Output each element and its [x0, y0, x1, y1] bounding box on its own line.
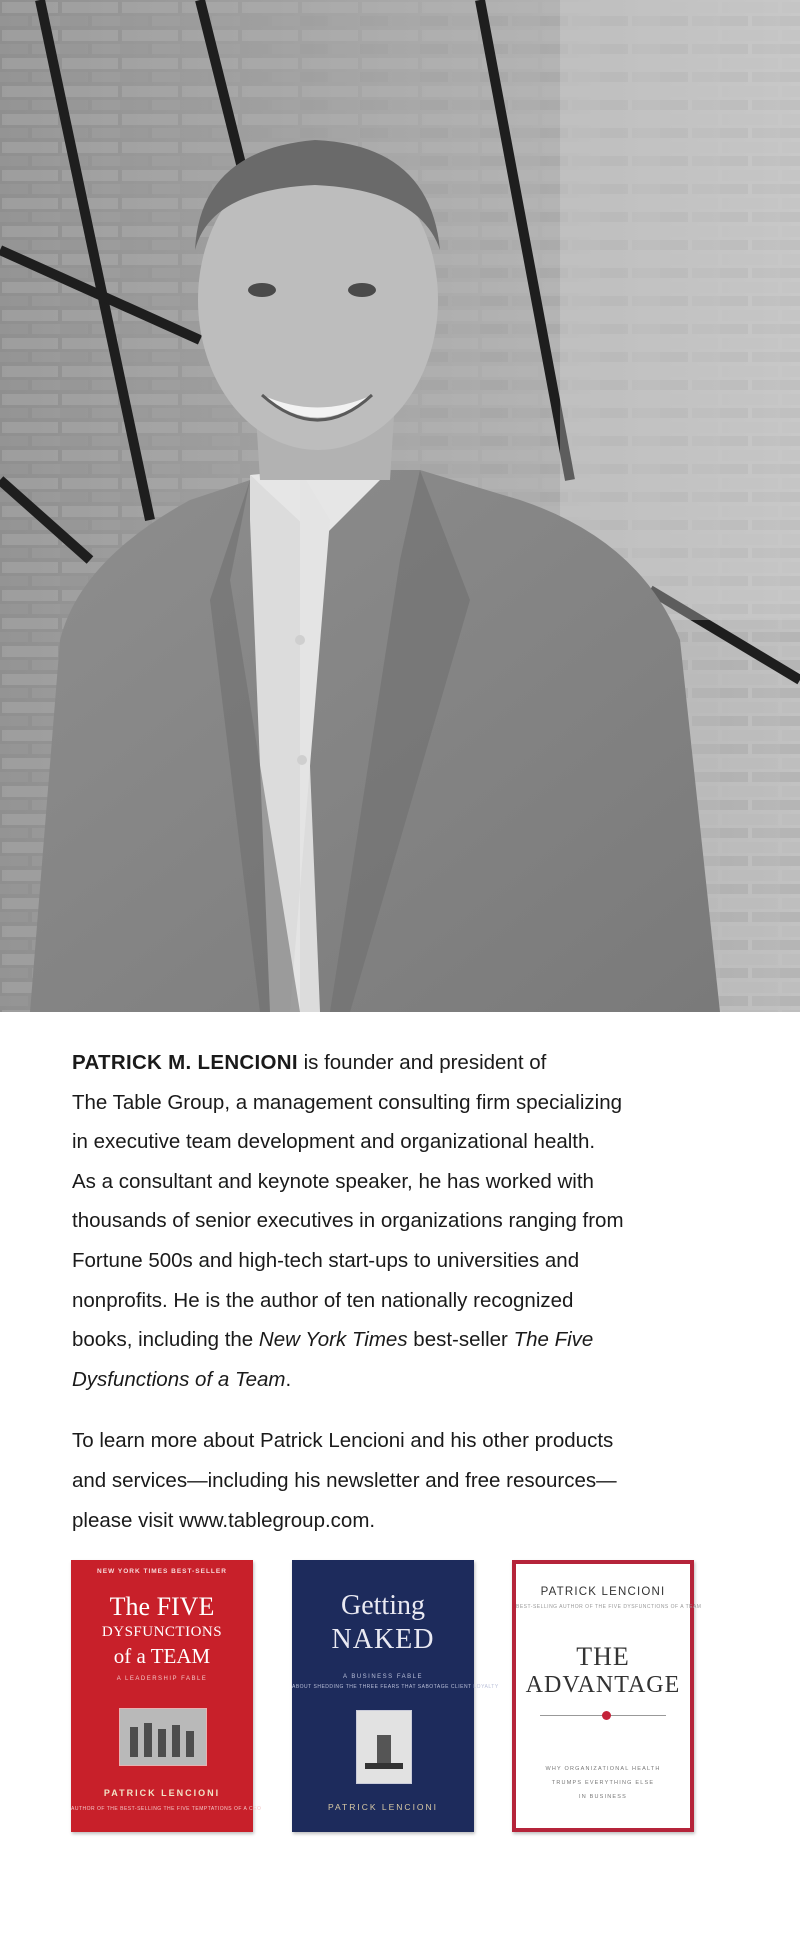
book-five-title-line2: DYSFUNCTIONS: [101, 1624, 223, 1640]
book-title-part1: The Five: [513, 1328, 594, 1352]
book-five-author: PATRICK LENCIONI: [103, 1788, 221, 1798]
author-name: PATRICK M. LENCIONI: [72, 1051, 298, 1074]
book-five-cover-art: [119, 1708, 207, 1766]
bio-line-1: is founder and president of: [297, 1051, 547, 1074]
bio-line-2: The Table Group, a management consulting firm specializing: [72, 1090, 622, 1114]
book-getting-naked: [292, 1560, 499, 1832]
book-five-author-subline: AUTHOR OF THE BEST-SELLING THE FIVE TEMPTATIONS OF A CEO: [71, 1806, 262, 1812]
book-naked-title-line1: Getting: [341, 1590, 425, 1621]
book-advantage-author-subline: BEST-SELLING AUTHOR OF THE FIVE DYSFUNCTIONS OF A TEAM: [516, 1604, 702, 1610]
book-naked-title-line2: NAKED: [331, 1624, 435, 1655]
nyt-name: New York Times: [258, 1328, 408, 1352]
more-line-2: and services—including his newsletter and free resources—: [72, 1468, 617, 1492]
book-naked-author: PATRICK LENCIONI: [327, 1802, 439, 1812]
book-five-title-line1: The FIVE: [109, 1592, 215, 1621]
book-advantage-red-dot: [602, 1711, 611, 1720]
book-the-advantage: [512, 1560, 702, 1832]
book-advantage-title-line1: THE: [576, 1642, 630, 1671]
bio-end: .: [285, 1367, 292, 1391]
book-advantage-tagline-2: TRUMPS EVERYTHING ELSE: [551, 1780, 655, 1786]
bio-line-5: thousands of senior executives in organizations ranging from: [72, 1209, 624, 1233]
bio-line-4: As a consultant and keynote speaker, he has worked with: [72, 1169, 594, 1193]
book-five-top-banner: NEW YORK TIMES BEST-SELLER: [97, 1568, 227, 1575]
book-title-part2: Dysfunctions of a Team: [72, 1367, 286, 1391]
book-advantage-tagline-3: IN BUSINESS: [578, 1794, 628, 1800]
book-five-subtitle: A LEADERSHIP FABLE: [116, 1676, 208, 1682]
book-five-title-line3: of a TEAM: [113, 1644, 211, 1668]
bio-line-8: books, including the: [72, 1328, 259, 1352]
book-naked-cover-art: [356, 1710, 412, 1784]
author-bio: [72, 1043, 732, 1540]
book-five-dysfunctions: [71, 1560, 262, 1832]
book-advantage-tagline-1: WHY ORGANIZATIONAL HEALTH: [545, 1766, 661, 1772]
book-naked-tagline: ABOUT SHEDDING THE THREE FEARS THAT SABOTAGE CLIENT LOYALTY: [292, 1684, 499, 1690]
bio-line-7: nonprofits. He is the author of ten nationally recognized: [72, 1288, 574, 1312]
book-advantage-author: PATRICK LENCIONI: [540, 1586, 666, 1598]
bio-line-3: in executive team development and organizational health.: [72, 1130, 596, 1154]
more-info-paragraph: [72, 1421, 732, 1540]
bio-line-6: Fortune 500s and high-tech start-ups to universities and: [72, 1248, 580, 1272]
bio-paragraph: [72, 1043, 732, 1399]
more-line-3: please visit www.tablegroup.com.: [72, 1508, 376, 1532]
bestseller-text: best-seller: [407, 1328, 514, 1352]
book-advantage-title-line2: ADVANTAGE: [525, 1672, 681, 1698]
book-naked-subtitle: A BUSINESS FABLE: [342, 1674, 424, 1680]
book-covers: [0, 1560, 800, 1836]
more-line-1: To learn more about Patrick Lencioni and his other products: [72, 1429, 614, 1453]
